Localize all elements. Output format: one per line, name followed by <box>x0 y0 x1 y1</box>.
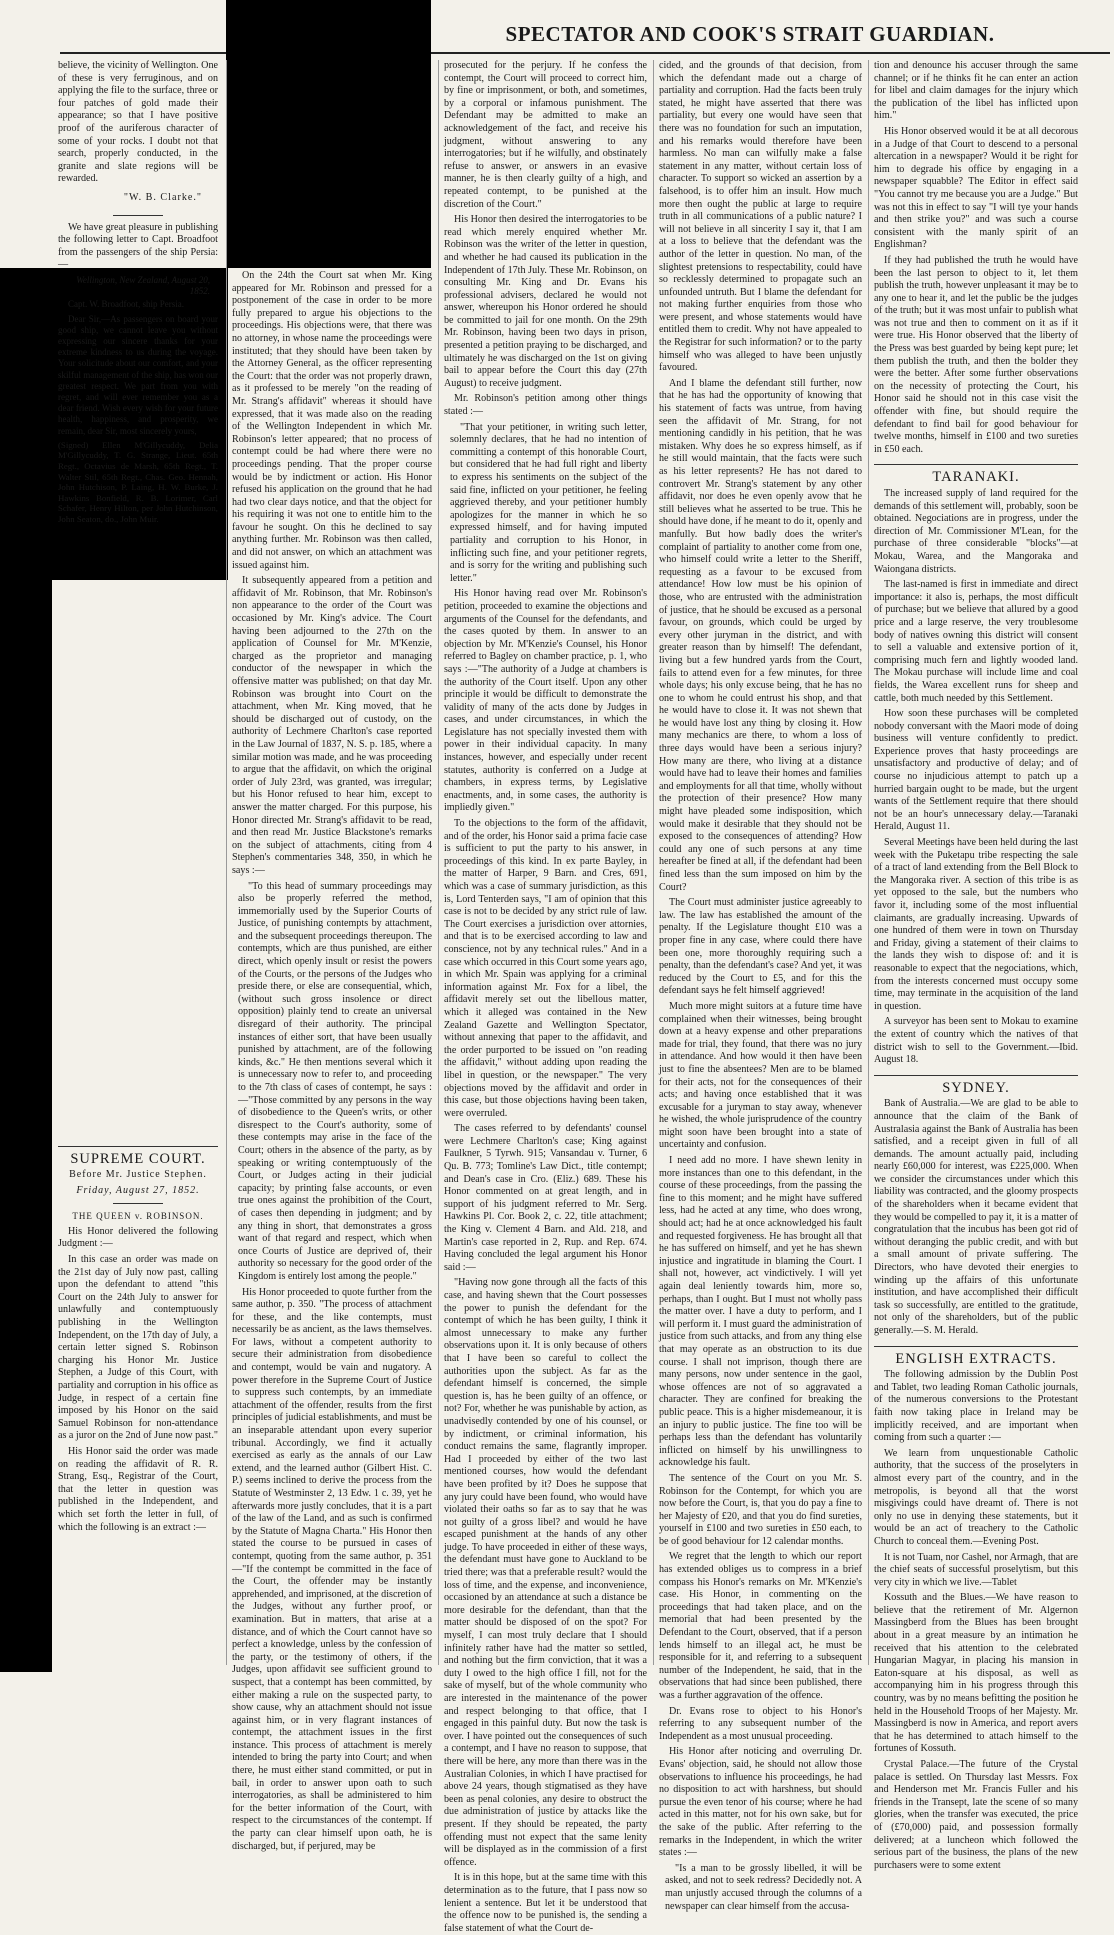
column-divider <box>438 60 439 1665</box>
col1-opening: believe, the vicinity of Wellington. One of these is very ferruginous, and on applying the file to the surface, three or four patches of gold made their appearance; so that I have positive proof of the auriferous character of some of your rocks. I doubt not that search, properly conducted, in the granite and slate regions will be rewarded. <box>58 60 218 185</box>
english-para-2: We learn from unquestionable Catholic authority, that the success of the proselyters in almost every part of the country, and in the metropolis, is beyond all that the worst misgivings could have dreamt of. There is not only no use in denying these statements, but it would be an act of treachery to the Catholic Church to conceal them.—Evening Post. <box>874 1447 1078 1547</box>
col3-para-4: "That your petitioner, in writing such letter, solemnly declares, that he had no intention of committing a contempt of this honorable Court, but considered that he had full right and liberty to express his sentiments on the subject of the said fine, inflicted on your petitioner, he feeling aggrieved thereby, and your petitioner humbly apologizes for the manner in which he so expressed himself, and for having imputed partiality and corruption to his Honor, in inflicting such fine, and your petitioner regrets, and is sorry for the writing and publishing such letter." <box>450 421 647 584</box>
col4-para-1: cided, and the grounds of that decision, from which the defendant made out a charge of partiality and corruption. Had the facts been truly stated, he might have asserted that there was partiality, but every one would have seen that there was no foundation for such an imputation, and his remarks would therefore have been harmless. No man can wilfully make a false statement in any matter, without certain loss of character. To support so wicked an assertion by a falsehood, is to offer him an insult. How much more then ought the public at large to require truth in all communications of a public nature? I will not believe in all sincerity I say it, that I am at a loss to believe that the defendant was the author of the letter in question. No man, of the slightest pretensions to respectability, could have so recklessly determined to propagate such an unfounded untruth. But I blame the defendant for not making further enquiries from those who were present, and whose statements would have entitled them to credit. Why not have appealed to the Registrar for such information? or to the party himself who was alleged to have been unjustly favoured. <box>659 60 862 374</box>
col5-para-3: If they had published the truth he would have been the last person to object to it, let them publish the truth, however unpleasant it may be to any one to hear it, and let the public be the judges of the truth; but it was most unfair to publish what was not true and then to comment on it as if it were true. His Honor observed that the liberty of the Press was best guarded by being kept pure; let them publish the truth, and then the bolder they were the better. After some further observations on the necessity of protecting the Court, his Honor said he should not in this case visit the offender with fine, but should require the defendant to find bail for good behaviour for twelve months, himself in £100 and two sureties in £50 each. <box>874 254 1078 455</box>
col1-address: Wellington, New Zealand, August 20, 1852. <box>76 274 210 297</box>
supreme-court-heading: SUPREME COURT. <box>58 1146 218 1166</box>
col4-para-10: "Is a man to be grossly libelled, it will be asked, and not to seek redress? Decidedly not. A man unjustly accused through the columns of a newspaper can clear himself from the accusa- <box>665 1862 862 1912</box>
col4-para-4: Much more might suitors at a future time have complained when their witnesses, being brought down at a heavy expense and other preparations made for trial, they found, that there was no jury in attendance. And how would it then have been just to fine the absentees? Men are to be blamed for their acts, not for the consequences of their acts; and having once established that it was excusable for a juryman to stay away, whenever he wished, the whole jurisprudence of the country might soon have been brought into a state of uncertainty and confusion. <box>659 1000 862 1151</box>
case-intro: His Honor delivered the following Judgment :— <box>58 1225 218 1250</box>
taranaki-para-3: How soon these purchases will be completed nobody conversant with the Maori mode of doing business will venture confidently to predict. Experience proves that hasty proceedings are unsatisfactory and productive of delay; and of course no injudicious attempt to patch up a hurried bargain ought to be made, but the urgent wants of the Settlement require that there should not be an hour's unnecessary delay.—Taranaki Herald, August 11. <box>874 708 1078 833</box>
col1-signature: "W. B. Clarke." <box>123 191 202 203</box>
column-2 <box>232 270 432 1852</box>
col3-para-3: Mr. Robinson's petition among other things stated :— <box>444 393 647 418</box>
court-date: Friday, August 27, 1852. <box>76 1184 200 1196</box>
english-extracts-heading: ENGLISH EXTRACTS. <box>874 1346 1078 1366</box>
column-1 <box>58 60 218 1665</box>
case-para-1: In this case an order was made on the 21st day of July now past, calling upon the defendant to attend "this Court on the 24th July to answer for unlawfully and contemptuously publishing in the Wellington Independent, on the 17th day of July, a certain letter signed S. Robinson charging his Honor Mr. Justice Stephen, a Judge of this Court, with partiality and corruption in his office as Judge, in respect of a certain fine imposed by his Honor on the said Samuel Robinson for non-attendance as a juror on the 2nd of June now past." <box>58 1254 218 1442</box>
col3-para-2: His Honor then desired the interrogatories to be read which merely enquired whether Mr. Robinson was the writer of the letter in question, and whether he had caused its publication in the Independent of 17th July. These Mr. Robinson, on consulting Mr. King and Dr. Evans his professional advisers, declared he would not answer, whereupon his Honor ordered he should be committed to jail for one month. On the 29th Mr. Robinson, having been two days in prison, presented a petition praying to be discharged, and ultimately he was discharged on the 1st on giving bail to appear before the Court this day (27th August) to receive judgment. <box>444 214 647 389</box>
case-para-2: His Honor said the order was made on reading the affidavit of R. R. Strang, Esq., Registrar of the Court, that the letter in question was published in the Independent, and which set forth the letter in full, of which the following is an extract :— <box>58 1445 218 1533</box>
col5-para-2: His Honor observed would it be at all decorous in a Judge of that Court to descend to a personal altercation in a newspaper? Would it be right for him to degrade his office by engaging in a newspaper squabble? The Editor in effect said "You cannot try me because you are a Judge." But was not this in effect to say "I will tye your hands and then strike you?" and was such a course consistent with the manly spirit of an Englishman? <box>874 125 1078 251</box>
col3-para-8: "Having now gone through all the facts of this case, and having shewn that the Court possesses the power to punish the defendant for the contempt of which he has been guilty, I think it almost unnecessary to make any further observations upon it. It is only because of others that I have been so careful to collect the authorities upon the subject. As far as the defendant himself is concerned, the simple question is, has he been guilty of an offence, or not? For, whether he was punishable by action, as unadvisedly contended by one of his counsel, or by indictment, or criminal information, his conduct remains the same, flagrantly improper. Had I proceeded by either of the two last mentioned courses, how would the defendant have been profited by it? Does he suppose that any jury could have been found, who would have violated their oaths so far as to say that he was not guilty of a gross libel? and would he have escaped punishment at the hands of any other judge. To have proceeded in either of these ways, the defendant must have gone to Auckland to be tried there; was that a preferable result? would the loss of time, and the expense, and inconvenience, occasioned by an attendance at such a distance be more desirable for the defendant, than that the matter should be disposed of on the spot? For myself, I can most truly declare that I should infinitely rather have had the matter so settled, and nothing but the firm conviction, that it was a duty I owed to the high office I fill, not for the sake of myself, but of the whole community who are interested in the maintenance of the power and respect belonging to that office, that I engaged in this painful duty. But now the task is over. I have pointed out the consequences of such a contempt, and I have no reason to suppose, that there will be here, any more than there was in the Australian Colonies, in which I have practised for above 24 years, though stigmatised as they have been as penal colonies, any desire to obstruct the due administration of justice by attacks like the present. If they should be repeated, the party offending must not expect that the same lenity will be displayed as in the commission of a first offence. <box>444 1277 647 1868</box>
col1-letter-body: Dear Sir,—As passengers on board your good ship, we cannot leave you without expressing our sincere thanks for your extreme kindness to us during the voyage. Your solicitude about our comfort, and your skilful management of the ship, has won our greatest respect. We part from you with regret, and will ever remember you as a dear friend. Wish every wish for your future health, happiness, and prosperity, we remain, dear Sir, most sincerely yours, <box>58 313 218 436</box>
separator-rule <box>113 1203 163 1204</box>
english-para-5: Crystal Palace.—The future of the Crystal palace is settled. On Thursday last Messrs. Fox and Henderson met Mr. Francis Fuller and his friends in the Transept, late the scene of so many glories, when the transfer was executed, the price of (£70,000) paid, and possession formally delivered; at a luncheon which followed the serious part of the business, the plans of the new purchasers were to some extent <box>874 1759 1078 1871</box>
redaction-block-lower <box>0 580 52 1672</box>
english-para-3: It is not Tuam, nor Cashel, nor Armagh, that are the chief seats of successful proselytism, but this very city in which we live.—Tablet <box>874 1551 1078 1588</box>
col3-para-6: To the objections to the form of the affidavit, and of the order, his Honor said a prima facie case is sufficient to put the party to his answer, in proceedings of this kind. In ex parte Bayley, in the matter of Harper, 9 Barn. and Cres, 691, which was a case of summary jurisdiction, as this is, Lord Tenterden says, "I am of opinion that this case is not to be decided by any strict rule of law. The Court exercises a jurisdiction over attornies, and that is to be exercised according to law and conscience, not by any technical rules." And in a case which occurred in this Court some years ago, in which Mr. Spain was applying for a criminal information against Mr. Fox for a libel, the affidavit merely set out the libellous matter, which it alleged was contained in the New Zealand Gazette and Wellington Spectator, without annexing that paper to the affidavit, and the order purported to be issued on "on reading the affidavit," without adding upon reading the libel in question, or the newspaper." The very objections moved by the affidavit and order in this case, but those objections having been taken, were overruled. <box>444 818 647 1119</box>
col3-para-9: It is in this hope, but at the same time with this determination as to the future, that I pass now so lenient a sentence. But let it be understood that the offence now to be punished is, the sending a false statement of what the Court de- <box>444 1872 647 1934</box>
masthead-rule <box>60 52 1110 54</box>
col4-para-3: The Court must administer justice agreeably to law. The law has established the amount of the penalty. If the Legislature thought £10 was a proper fine in any case, where could there have been one, more thoroughly requiring such a penalty, than the defendant's case? And yet, it was reduced by the Court to £5, and for this the defendant says he felt himself aggrieved! <box>659 897 862 997</box>
taranaki-heading: TARANAKI. <box>874 464 1078 484</box>
col1-salutation: Capt. W. Broadfoot, ship Persia. <box>68 299 184 310</box>
col3-para-7: The cases referred to by defendants' counsel were Lechmere Charlton's case; King against Faulkner, 5 Tyrwh. 915; Vansandau v. Turner, 6 Qu. B. 773; Tomline's Law Dict., title contempt; and Dean's case in Cro. (Eliz.) 689. These his Honor commented on at great length, and in support of his judgment referred to Mr. Serg. Hawkins Pl. Cor. Book 2, c. 22, title attachment; the King v. Clement 4 Barn. and Ald. 218, and Martin's case reported in 2, Rup. and Rep. 674. Having concluded the legal argument his Honor said :— <box>444 1123 647 1273</box>
taranaki-para-5: A surveyor has been sent to Mokau to examine the extent of country which the natives of that district wish to sell to the Government.—Ibid. August 18. <box>874 1016 1078 1066</box>
column-4 <box>659 60 862 1912</box>
col3-para-1: prosecuted for the perjury. If he confess the contempt, the Court will proceed to correct him, by fine or imprisonment, or both, and sometimes, by a corporal or infamous punishment. The Defendant may be admitted to make an acknowledgement of the fact, and receive his judgment, without answering to any interrogatories; but if he wilfully, and obstinately refuse to answer, or answers in an evasive manner, he is then clearly guilty of a high, and repeated contempt, to be punished at the discretion of the Court." <box>444 60 647 210</box>
col4-para-2: And I blame the defendant still further, now that he has had the opportunity of knowing that his statement of facts was untrue, from having seen the affidavit of Mr. Strang, for not mentioning candidly in his petition, that he was mistaken. Why does he so express himself, as if he still would maintain, that the facts were such as his letter represents? He has not dared to controvert Mr. Strang's statement by any other affidavit, nor does he even openly avow that he still believes what he asserted to be true. This he should have done, if he meant to do it, openly and manfully. But how badly does the writer's complaint of partiality to another come from one, who himself could write a letter to the Sheriff, requesting as a favour to be excused from attendance! How low must be his opinion of those, who are entrusted with the administration of justice, that he should be excused as a personal favour, on grounds, which could be urged by every other juryman in the district, and with greater reason than by himself! The defendant, living but a few hundred yards from the Court, fails to attend even for a few minutes, for three whole days; his only excuse being, that he has no one to whom he could entrust his shop, and that he would have to close it. It was not shewn that he would have lost any thing by closing it. How many mechanics are there, to whom a loss of three days would have been a serious injury? How many are there, who living at a distance would have had to leave their homes and families and employments for all that time, wholly without the protection of their presence? How many might have pleaded some indisposition, which would make it desirable that they should not be exposed to the consequences of attending? How could any one of such persons at any time hereafter be fined at all, if the defendant had been fined less than the sum imposed on him by the Court? <box>659 377 862 893</box>
col2-para-1: On the 24th the Court sat when Mr. King appeared for Mr. Robinson and pressed for a postponement of the case in order to be more fully prepared to argue his objections to the proceedings. His objections were, that there was no attorney, in whose name the proceedings were instituted; that they should have been taken by the Attorney General, as the officer representing the Court: that the order was not properly drawn, as it professed to be merely "on the reading of Mr. Strang's affidavit" whereas it should have expressed, that it was made also on the reading of the Wellington Independent in which Mr. Robinson's letter appeared; that no process of contempt could be had where there were no proceedings pending. That the proper course would be by indictment or action. His Honor refused his application on the ground that he had had two clear days notice, and that the object for his requiring it was not one to entitle him to the favour he sought. On this he declined to say anything further. Mr. Robinson was then called, and did not answer, on which an attachment was issued against him. <box>232 270 432 571</box>
sydney-para-1: Bank of Australia.—We are glad to be able to announce that the claim of the Bank of Australasia against the Bank of Australia has been satisfied, and a receipt given in full of all demands. The amount actually paid, including nearly £60,000 for interest, was £225,000. When we consider the circumstances under which this liability was contracted, and the gloomy prospects of the shareholders when it became evident that they would be compelled to pay it, it is a matter of congratulation that the incubus has been got rid of without deranging the public credit, and with but a small amount of private suffering. The Directors, who have devoted their energies to winding up the affairs of this unfortunate institution, and have accomplished their difficult task so successfully, are entitled to the gratitude, not only of the shareholders, but of the public generally.—S. M. Herald. <box>874 1098 1078 1336</box>
col1-signed-list: (Signed) Ellen M'Gillycuddy, Delia M'Gillycuddy, T. G. Strange, Lieut. 65th Regt., Octavius de Marsh, 65th Regt., T. Walter Stil, 65th Regt., Chas. Geo. Hennah, John Hutchison, P. Laing, H. W. Burke, J. Hawkins Bonfield, R. B. Lorimer, Carl Schafer, Henry Hilton, per John Hutchinson, John Seaton, do., John Muir. <box>58 439 218 524</box>
case-title: THE QUEEN v. ROBINSON. <box>72 1211 204 1222</box>
col2-para-2: It subsequently appeared from a petition and affidavit of Mr. Robinson, that Mr. Robinson's non appearance to the order of the Court was occasioned by Mr. King's advice. The Court having been adjourned to the 27th on the application of Counsel for Mr. M'Kenzie, charged as the proprietor and managing conductor of the newspaper in which the offensive matter was published; on that day Mr. Robinson was brought into Court on the attachment, when Mr. King moved, that he should be discharged out of custody, on the authority of Lechmere Charlton's case reported in the Law Journal of 1837, N. S. p. 185, where a similar motion was made, and he was proceeding to argue that the affidavit, on which the original order of July 23rd, was granted, was irregular; but his Honor refused to hear him, except to answer the matter charged. For this purpose, his Honor directed Mr. Strang's affidavit to be read, and then read Mr. Justice Blackstone's remarks on the subject of attachments, citing from 4 Stephen's commentaries 348, 350, in which he says :— <box>232 575 432 876</box>
col4-para-6: The sentence of the Court on you Mr. S. Robinson for the Contempt, for which you are now before the Court, is, that you do pay a fine to her Majesty of £20, and that you do find sureties, yourself in £100 and two sureties in £50 each, to be of good behaviour for 12 calendar months. <box>659 1472 862 1547</box>
column-divider <box>226 60 227 1665</box>
english-para-1: The following admission by the Dublin Post and Tablet, two leading Roman Catholic journals, of the numerous conversions to the Protestant faith now taking place in Ireland may be implicitly received, and are important when coming from such a quarter :— <box>874 1369 1078 1444</box>
column-divider <box>653 60 654 1665</box>
col3-para-5: His Honor having read over Mr. Robinson's petition, proceeded to examine the objections and arguments of the Counsel for the defendants, and the cases quoted by them. In answer to an objection by Mr. M'Kenzie's Counsel, his Honor referred to Bagley on chamber practice, p. 1, who says :—"The authority of a Judge at chambers is the authority of the Court itself. Upon any other principle it would be difficult to demonstrate the validity of many of the acts done by Judges in cases, and under circumstances, in which the Legislature has not specially invested them with power in their individual capacity. In many instances, however, and especially under recent statutes, authority is conferred on a Judge at chambers, in express terms, by Legislative enactments, and, in some cases, the authority is impliedly given." <box>444 588 647 814</box>
taranaki-para-2: The last-named is first in immediate and direct importance: it also is, perhaps, the most difficult of purchase; but we believe that allured by a good price and a large reserve, the very troublesome body of natives owning this district will consent to sell a valuable and extensive portion of it, comprising much fern and lightly wooded land. The Mokau purchase will include lime and coal fields, the Warea excellent runs for sheep and cattle, both much needed by this Settlement. <box>874 579 1078 704</box>
separator-rule <box>113 215 163 216</box>
english-para-4: Kossuth and the Blues.—We have reason to believe that the retirement of Mr. Algernon Massingberd from the Blues has been brought about in a great measure by an intimation he received that his attention to the celebrated Hungarian Magyar, in placing his mansion in Eaton-square at his disposal, as well as accompanying him in his progress through this country, was by no means befitting the position he held in the Household Troops of her Majesty. Mr. Massingberd is now in America, and report avers that he has determined to attach himself to the fortunes of Kossuth. <box>874 1592 1078 1755</box>
col2-para-4: His Honor proceeded to quote further from the same author, p. 350. "The process of attachment for these, and the like contempts, must necessarily be as ancient, as the laws themselves. For laws, without a competent authority to secure their administration from disobedience and contempt, would be vain and nugatory. A power therefore in the Supreme Court of Justice to suppress such contempts, by an immediate attachment of the offender, results from the first principles of judicial establishments, and must be an inseparable attendant upon every superior tribunal. Accordingly, we find it actually exercised as early as the annals of our Law extend, and the learned author (Gilbert Hist. C. P.) seems inclined to derive the process from the Statute of Westminster 2, 13 Edw. 1 c. 39, yet he afterwards more justly concludes, that it is a part of the law of the Land, and as such is confirmed by the Statute of Magna Charta." His Honor then stated the course to be pursued in cases of contempt, quoting from the same author, p. 351—"If the contempt be committed in the face of the Court, the offender may be instantly apprehended, and imprisoned, at the discretion of the Judges, without any further proof, or examination. But in matters, that arise at a distance, and of which the Court cannot have so perfect a knowledge, unless by the confession of the party, or the testimony of others, if the Judges, upon affidavit see sufficient ground to suspect, that a contempt has been committed, by either making a rule on the suspected party, to show cause, why an attachment should not issue against him, or in very flagrant instances of contempt, the attachment issues in the first instance. This process of attachment is merely intended to bring the party into Court; and when there, he must either stand committed, or put in bail, in order to answer upon oath to such interrogatories, as shall be administered to him for the better information of the Court, with respect to the circumstances of the contempt. If the party can clear himself upon oath, he is discharged, but, if perjured, may be <box>232 1286 432 1852</box>
taranaki-para-4: Several Meetings have been held during the last week with the Puketapu tribe respecting the sale of a tract of land extending from the Bell Block to the Mangoraka river. A section of this tribe is as yet opposed to the sale, but the numbers who favor it, including some of the most influential claimants, are gradually increasing. Upwards of one hundred of them were in town on Thursday and Friday, giving a statement of their claims to the lands they wish to dispose of: and it is reasonable to expect that the negociations, which, from the interests concerned must occupy some time, may terminate in the acquisition of the land in question. <box>874 837 1078 1012</box>
col4-para-8: Dr. Evans rose to object to his Honor's referring to any subsequent number of the Independent as a most unusual proceeding. <box>659 1705 862 1742</box>
column-divider <box>868 60 869 1665</box>
col1-intro: We have great pleasure in publishing the following letter to Capt. Broadfoot from the passengers of the ship Persia:— <box>58 221 218 271</box>
col4-para-7: We regret that the length to which our report has extended obliges us to compress in a brief compass his Honor's remarks on Mr. M'Kenzie's case. His Honor, in commenting on the proceedings that had taken place, and on the memorial that had been presented by the Defendant to the Court, observed, that if a person lends himself to an illegal act, he must be responsible for it, and referring to a subsequent number of the Independent, he said, that in the observations that had since been published, there was a further aggravation of the offence. <box>659 1551 862 1701</box>
redacted-gap <box>58 528 218 1138</box>
column-3 <box>444 60 647 1934</box>
redaction-block-top <box>226 0 431 268</box>
col4-para-5: I need add no more. I have shewn lenity in more instances than one to this defendant, in the course of these proceedings, from the passing the fine to this moment; and he might have suffered less, had he acted at any time, who does wrong, should act; had he at once acknowledged his fault and requested forgiveness. He has brought all that he has suffered on himself, and yet he has shewn injustice and ingratitude in blaming the Court. I shall not, however, act vindictively. I will yet again deal leniently towards him, more so, perhaps, than I ought. But I must not wholly pass the matter over. I have a duty to perform, and I will perform it. I must guard the administration of justice from such attacks, and from any thing else that may operate as an obstruction to its due course. I shall not imprison, though there are many persons, now under sentence in the gaol, whose offences are not of so aggravated a character. They are confined for breaking the public peace. This is a higher misdemeanour, it is an injury to public justice. The fine too will be perhaps less than the defendant has voluntarily inflicted on himself by his unwillingness to acknowledge his fault. <box>659 1155 862 1469</box>
court-judge: Before Mr. Justice Stephen. <box>69 1169 207 1181</box>
col4-para-9: His Honor after noticing and overruling Dr. Evans' objection, said, he should not allow those observations to influence his proceedings, he had no disposition to act with harshness, but should pursue the even tenor of his course; where he had acted in this matter, not for his own sake, but for the sake of the public. After referring to the remarks in the Independent, in which the writer states :— <box>659 1746 862 1859</box>
taranaki-para-1: The increased supply of land required for the demands of this settlement will, probably, soon be obtained. Negociations are in progress, under the direction of Mr. Commissioner M'Lean, for the purchase of three considerable "blocks"—at Mokau, Warea, and the Mangoraka and Waiongana districts. <box>874 488 1078 575</box>
col5-para-1: tion and denounce his accuser through the same channel; or if he thinks fit he can enter an action for libel and claim damages for the injury which the publication of the libel has inflicted upon him." <box>874 60 1078 122</box>
col2-para-3: "To this head of summary proceedings may also be properly referred the method, immemorially used by the Superior Courts of Justice, of punishing contempts by attachment, and the subsequent proceedings thereupon. The contempts, which are thus punished, are either direct, which openly insult or resist the powers of the Courts, or the persons of the Judges who preside there, or else are consequential, which, (without such gross insolence or direct opposition) plainly tend to create an universal disregard of their authority. The principal instances of either sort, that have been usually punished by attachment, are of the following kinds, &c." He then mentions several which it is unnecessary now to refer to, and proceeding to the 7th class of cases of contempt, he says :—"Those committed by any persons in the way of disobedience to the Queen's writs, or other disrespect to the Court's authority, some of these contempts may arise in the face of the Court; others in the absence of the party, as by speaking or writing contemptuously of the Court, or Judges acting in their judicial capacity; by printing false accounts, or even true ones against the prohibition of the Court, of cases then depending in judgment; and by any thing in short, that demonstrates a gross want of that regard and respect, which when once Courts of Justice are deprived of, their authority so necessary for the good order of the Kingdom is entirely lost among the people." <box>238 880 432 1282</box>
sydney-heading: SYDNEY. <box>874 1075 1078 1095</box>
masthead-title: SPECTATOR AND COOK'S STRAIT GUARDIAN. <box>505 22 995 46</box>
column-5 <box>874 60 1078 1871</box>
